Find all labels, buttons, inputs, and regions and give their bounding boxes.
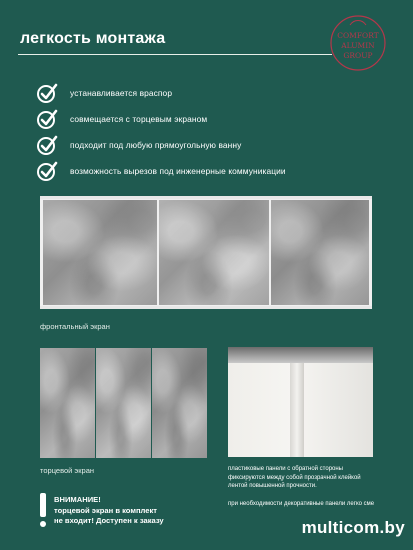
feature-label: совмещается с торцевым экраном xyxy=(70,113,208,124)
side-panel-middle xyxy=(96,348,151,458)
warning-line-3: не входит! Доступен к заказу xyxy=(54,516,164,525)
warning-title: ВНИМАНИЕ! xyxy=(54,495,101,504)
front-panel-left xyxy=(43,200,157,305)
front-panel-middle xyxy=(159,200,269,305)
front-screen-image xyxy=(40,196,372,309)
check-icon xyxy=(36,160,58,182)
side-panel-left xyxy=(40,348,95,458)
feature-list xyxy=(36,80,376,184)
panel-note: при необходимости декоративные панели легко сме xyxy=(228,501,375,507)
feature-item xyxy=(36,106,376,131)
page-title: легкость монтажа xyxy=(20,30,166,47)
svg-text:ALUMIN: ALUMIN xyxy=(341,41,375,50)
tape-note: пластиковые панели с обратной стороны фиксируются между собой прозрачной клейкой лентой повышенной прочности. xyxy=(228,466,361,489)
panel-joint-photo xyxy=(228,347,373,457)
side-screen-caption: торцевой экран xyxy=(40,466,95,475)
top-rail xyxy=(40,196,372,199)
front-panel-right xyxy=(271,200,369,305)
title-divider xyxy=(18,54,332,55)
feature-item xyxy=(36,158,376,183)
bottom-rail xyxy=(40,306,372,309)
feature-label: устанавливается враспор xyxy=(70,87,173,98)
watermark: multicom.by xyxy=(301,518,405,537)
warning-block xyxy=(38,491,208,531)
tape-joint xyxy=(290,363,304,457)
side-panel-right xyxy=(152,348,207,458)
warning-text xyxy=(54,495,164,527)
header xyxy=(0,0,413,86)
check-icon xyxy=(36,82,58,104)
feature-label: возможность вырезов под инженерные коммуникации xyxy=(70,165,286,176)
check-icon xyxy=(36,108,58,130)
brand-logo xyxy=(328,13,388,73)
warning-line-2: торцевой экран в комплект xyxy=(54,505,158,515)
bathtub-edge xyxy=(228,347,373,363)
check-icon xyxy=(36,134,58,156)
front-screen-caption: фронтальный экран xyxy=(40,322,110,331)
exclamation-icon xyxy=(38,493,48,529)
side-screen-image xyxy=(40,348,207,458)
feature-item xyxy=(36,80,376,105)
svg-text:COMFORT: COMFORT xyxy=(337,31,379,40)
feature-item xyxy=(36,132,376,157)
feature-label: подходит под любую прямоугольную ванну xyxy=(70,139,242,150)
svg-text:GROUP: GROUP xyxy=(343,51,373,60)
